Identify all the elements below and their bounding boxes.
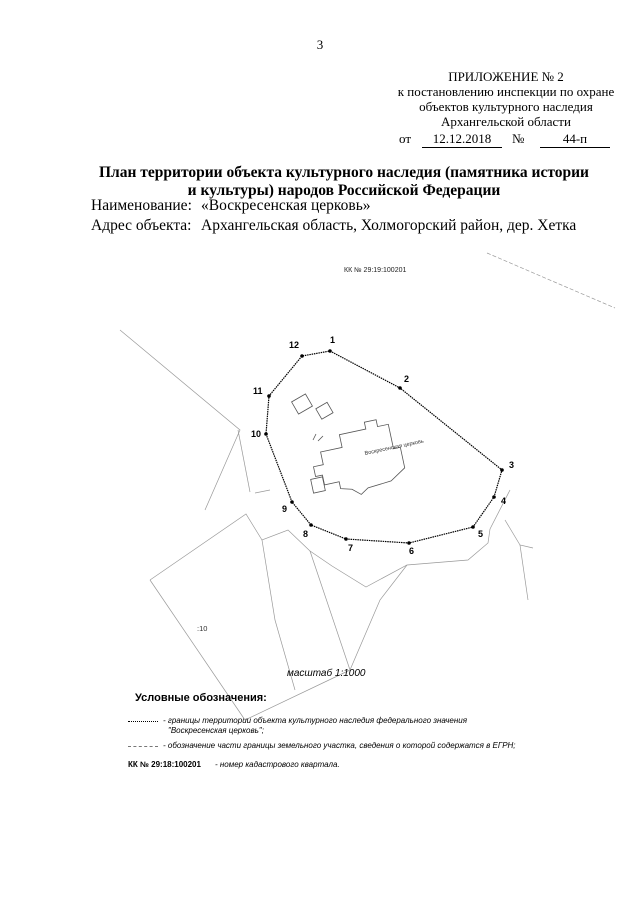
from-label: от [399, 131, 412, 146]
plan-title-line-2: и культуры) народов Российской Федерации [187, 182, 501, 199]
church-label: Воскресенская церковь [364, 438, 425, 457]
order-number: 44-п [540, 131, 610, 148]
name-label: Наименование: [91, 197, 192, 214]
surrounding-lines [120, 253, 615, 720]
scale-label: масштаб 1:1000 [287, 668, 366, 679]
boundary-point-2 [398, 386, 402, 390]
appendix-heading: ПРИЛОЖЕНИЕ № 2 [448, 69, 564, 84]
number-label: № [512, 131, 525, 146]
boundary-point-12 [300, 354, 304, 358]
boundary-point-8 [309, 523, 313, 527]
legend-title: Условные обозначения: [135, 692, 267, 704]
boundary-point-4 [492, 495, 496, 499]
legend-item-1-line-2: "Воскресенская церковь"; [168, 726, 264, 735]
boundary-point-label-1: 1 [330, 335, 336, 345]
legend-cadastral-code: КК № 29:18:100201 [128, 760, 201, 769]
boundary-point-label-9: 9 [282, 504, 288, 514]
boundary-point-3 [500, 468, 504, 472]
boundary-point-6 [407, 541, 411, 545]
appendix-line-3: Архангельской области [441, 114, 571, 129]
legend-item-2: - обозначение части границы земельного участка, сведения о которой содержатся в ЕГРН; [163, 741, 516, 750]
cadastral-label: КК № 29:19:100201 [344, 267, 407, 274]
boundary-point-label-10: 10 [251, 429, 262, 439]
parcel-label: :10 [197, 624, 208, 633]
appendix-line-1: к постановлению инспекции по охране [397, 84, 615, 99]
boundary-point-label-2: 2 [404, 374, 410, 384]
legend-item-1-line-1: - границы территории объекта культурного наследия федерального значения [163, 716, 468, 725]
boundary-point-9 [290, 500, 294, 504]
boundary-point-1 [328, 349, 332, 353]
boundary-point-label-12: 12 [289, 340, 300, 350]
boundary-points [251, 335, 514, 556]
plan-title [40, 164, 640, 200]
boundary-point-label-6: 6 [409, 546, 415, 556]
boundary-point-label-4: 4 [501, 496, 507, 506]
order-date: 12.12.2018 [422, 131, 502, 148]
boundary-point-11 [267, 394, 271, 398]
boundary-point-label-7: 7 [348, 543, 354, 553]
address-value: Архангельская область, Холмогорский район, дер. Хетка [201, 217, 577, 234]
appendix-line-2: объектов культурного наследия [419, 99, 593, 114]
boundary-point-7 [344, 537, 348, 541]
page-number: 3 [316, 37, 324, 52]
boundary-point-label-3: 3 [509, 460, 515, 470]
name-value: «Воскресенская церковь» [201, 197, 371, 214]
boundary-point-5 [471, 525, 475, 529]
site-plan-map [0, 250, 640, 790]
legend-parcel-line [128, 746, 158, 747]
plan-title-line-1: План территории объекта культурного наследия (памятника истории [99, 164, 589, 181]
boundary-point-label-11: 11 [253, 386, 263, 396]
boundary-point-label-8: 8 [303, 529, 309, 539]
boundary-point-10 [264, 432, 268, 436]
address-label: Адрес объекта: [91, 217, 192, 234]
boundary-point-label-5: 5 [478, 529, 484, 539]
legend-boundary-line [128, 721, 158, 722]
legend-item-3: - номер кадастрового квартала. [215, 760, 340, 769]
